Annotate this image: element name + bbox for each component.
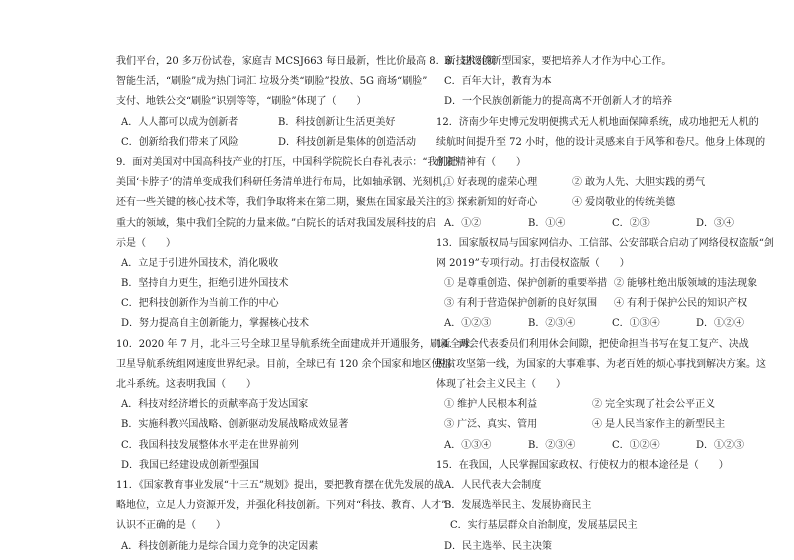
q10-option-c: C．我国科技发展整体水平走在世界前列 xyxy=(121,439,299,451)
q12-stem-line: 12．济南少年史博元发明便携式无人机地面保障系统，成功地把无人机的 xyxy=(436,116,759,128)
q13-statement-3: ③ 有利于营造保护创新的良好氛围 xyxy=(444,298,598,310)
q9-option-b: B．坚持自力更生，拒绝引进外国技术 xyxy=(121,278,289,290)
q10-option-a: A．科技对经济增长的贡献率高于发达国家 xyxy=(121,399,309,411)
q11-stem-line: 认识不正确的是（ ） xyxy=(116,520,226,532)
q13-statements-row xyxy=(436,274,780,294)
q12-statements-row xyxy=(436,193,780,213)
q10-option-d: D．我国已经建设成创新型强国 xyxy=(121,459,260,471)
q11-stem-line: 11．《国家教育事业发展“十三五”规划》提出，要把教育摆在优先发展的战 xyxy=(116,479,444,491)
q14-option-b: B．②③④ xyxy=(528,439,576,451)
q13-option-d: D．①②④ xyxy=(696,318,745,330)
q14-statement-4: ④ 是人民当家作主的新型民主 xyxy=(592,419,726,431)
q9-stem-line: 美国‘卡脖子’的清单变成我们科研任务清单进行布局，比如轴承钢、光刻机， xyxy=(116,177,453,189)
q12-statement-2: ② 敢为人先、大胆实践的勇气 xyxy=(572,177,706,189)
q13-option-b: B．②③④ xyxy=(528,318,576,330)
q11-option-c: C．百年大计，教育为本 xyxy=(444,76,552,88)
q15-stem-line: 15．在我国，人民掌握国家政权、行使权力的根本途径是（ ） xyxy=(436,459,729,471)
q13-statements-row xyxy=(436,294,780,314)
q14-statements-row xyxy=(436,415,780,435)
q9-stem-line: 还有一些关键的核心技术等，我们争取将来在第二期，聚焦在国家最关注的 xyxy=(116,197,446,209)
q15-option-d: D．民主选举、民主决策 xyxy=(444,540,553,552)
q8-option-b: B．科技创新让生活更美好 xyxy=(278,116,396,128)
q13-stem-line: 网 2019”专项行动。打击侵权盗版（ ） xyxy=(436,257,630,269)
q8-line: 智能生活，“刷脸”成为热门词汇 垃圾分类“刷脸”投放、5G 商场“刷脸” xyxy=(116,76,428,88)
q14-stem-line: 脱贫攻坚第一线，为国家的大事难事、为老百姓的烦心事找到解决方案。这 xyxy=(436,358,766,370)
q13-statement-2: ② 能够杜绝出版领域的违法现象 xyxy=(614,278,758,290)
q12-statements-row xyxy=(436,173,780,193)
q9-option-d: D．努力提高自主创新能力，掌握核心技术 xyxy=(121,318,310,330)
q9-stem-line: 示是（ ） xyxy=(116,237,176,249)
q11-option-a: A．科技创新能力是综合国力竞争的决定因素 xyxy=(121,540,319,552)
q14-stem-line: 体现了社会主义民主（ ） xyxy=(436,379,566,390)
q14-statement-1: ① 维护人民根本利益 xyxy=(444,399,538,411)
q15-option-c: C．实行基层群众自治制度，发展基层民主 xyxy=(450,520,638,532)
q10-option-b: B．实施科教兴国战略、创新驱动发展战略成效显著 xyxy=(121,419,349,431)
q14-stem-line: 14．两会代表委员们利用休会间隙，把使命担当书写在复工复产、决战 xyxy=(436,338,749,350)
right-column xyxy=(436,52,780,557)
q11-option-d: D．一个民族创新能力的提高离不开创新人才的培养 xyxy=(444,96,673,108)
q8-option-a: A．人人都可以成为创新者 xyxy=(121,116,239,128)
q14-option-d: D．①②③ xyxy=(696,439,745,451)
q14-option-c: C．①②④ xyxy=(612,439,660,451)
q9-option-c: C．把科技创新作为当前工作的中心 xyxy=(121,298,279,310)
q8-options-row xyxy=(116,133,438,153)
q12-stem-line: 续航时间提升至 72 小时，他的设计灵感来自于风筝和卷尺。他身上体现的 xyxy=(436,136,766,148)
q12-option-a: A．①② xyxy=(444,217,482,229)
q12-stem-line: 创新精神有（ ） xyxy=(436,156,526,168)
q13-statement-1: ① 是尊重创造、保护创新的重要举措 xyxy=(444,278,608,290)
q12-statement-1: ① 好表现的虚荣心理 xyxy=(444,177,538,189)
q10-stem-line: 卫星导航系统组网速度世界纪录。目前，全球已有 120 余个国家和地区使用 xyxy=(116,358,452,370)
q15-option-b: B．发展选举民主、发展协商民主 xyxy=(444,500,592,512)
q9-stem-line: 重大的领域，集中我们全院的力量来做。”白院长的话对我国发展科技的启 xyxy=(116,217,437,229)
q13-stem-line: 13．国家版权局与国家网信办、工信部、公安部联合启动了网络侵权盗版“剑 xyxy=(436,237,774,249)
q10-stem-line: 10．2020 年 7 月，北斗三号全球卫星导航系统全面建成并开通服务，刷新全球 xyxy=(116,338,471,350)
q12-options-row xyxy=(436,214,780,234)
q10-stem-line: 北斗系统。这表明我国（ ） xyxy=(116,379,256,390)
q14-statement-3: ③ 广泛、真实、管用 xyxy=(444,419,538,431)
q8-option-d: D．科技创新是集体的创造活动 xyxy=(278,136,417,148)
q9-option-a: A．立足于引进外国技术，消化吸收 xyxy=(121,257,279,269)
q12-statement-3: ③ 探索新知的好奇心 xyxy=(444,197,538,209)
q12-option-d: D．③④ xyxy=(696,217,735,229)
q9-stem-line: 9．面对美国对中国高科技产业的打压，中国科学院院长白春礼表示：“我们把 xyxy=(116,156,458,168)
q14-options-row xyxy=(436,436,780,456)
q13-option-c: C．①③④ xyxy=(612,318,660,330)
q8-line: 支付、地铁公交“刷脸”识别等等，“刷脸”体现了（ ） xyxy=(116,96,367,108)
q11-option-b: B．建设创新型国家，要把培养人才作为中心工作。 xyxy=(444,56,672,67)
q12-statement-4: ④ 爱岗敬业的传统美德 xyxy=(572,197,676,209)
q13-statement-4: ④ 有利于保护公民的知识产权 xyxy=(614,298,748,310)
q12-option-c: C．②③ xyxy=(612,217,650,229)
q15-option-a: A．人民代表大会制度 xyxy=(444,479,542,491)
q8-options-row xyxy=(116,113,438,133)
q12-option-b: B．①④ xyxy=(528,217,566,229)
q14-option-a: A．①③④ xyxy=(444,439,492,451)
q13-option-a: A．①②③ xyxy=(444,318,492,330)
q8-line: 我们平台，20 多万份试卷，家庭吉 MCSJ663 每日最新，性比价最高 8．新技术引领 xyxy=(116,56,496,67)
q13-options-row xyxy=(436,314,780,334)
q11-stem-line: 略地位，立足人力资源开发，并强化科技创新。下列对“科技、教育、人才” xyxy=(116,500,447,512)
q14-statement-2: ② 完全实现了社会公平正义 xyxy=(592,399,716,411)
q14-statements-row xyxy=(436,395,780,415)
q8-option-c: C．创新给我们带来了风险 xyxy=(121,136,239,148)
